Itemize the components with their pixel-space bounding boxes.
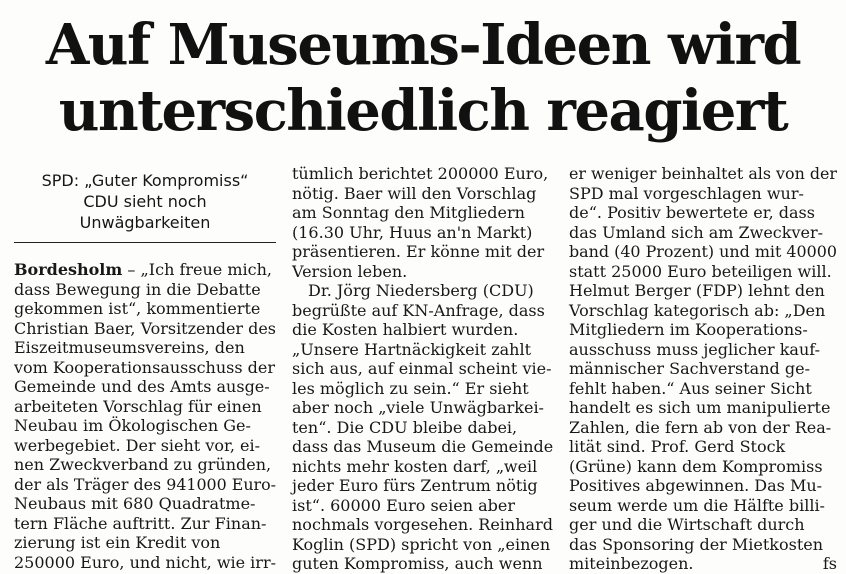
author-signature: fs xyxy=(822,554,837,573)
text-line: Version leben. xyxy=(292,261,408,281)
article-column-3 xyxy=(569,164,837,574)
subheadline-divider xyxy=(14,242,276,243)
text-line: 250000 Euro, und nicht, wie irr- xyxy=(14,552,276,572)
text-line xyxy=(14,260,276,280)
text-line: ger und die Wirtschaft durch xyxy=(569,515,805,534)
text-line: ist“. 60000 Euro seien aber xyxy=(292,495,515,515)
text-line: dass das Museum die Gemeinde xyxy=(292,437,554,456)
text-line: gekommen ist“, kommentierte xyxy=(14,299,261,318)
headline-line-1: Auf Museums-Ideen wird xyxy=(45,12,801,78)
text-line: der als Träger des 941000 Euro- xyxy=(14,474,276,494)
text-line: lität sind. Prof. Gerd Stock xyxy=(569,437,786,456)
text-line-part: – „Ich freue mich, xyxy=(127,260,272,279)
text-line: SPD mal vorgeschlagen wur- xyxy=(569,183,804,203)
text-line: Zahlen, die fern ab von der Rea- xyxy=(569,417,832,437)
text-line: dass Bewegung in die Debatte xyxy=(14,279,261,299)
text-line: Neubaus mit 680 Quadratme- xyxy=(14,494,256,513)
text-line: (Grüne) kann dem Kompromiss xyxy=(569,456,823,476)
text-line: seum werde um die Hälfte billi- xyxy=(569,495,825,515)
text-line: „Unsere Hartnäckigkeit zahlt xyxy=(292,339,532,359)
text-line: tern Fläche auftritt. Zur Finan- xyxy=(14,513,267,533)
text-line: aber noch „viele Unwägbarkei- xyxy=(292,398,544,417)
text-line: sich aus, auf einmal scheint vie- xyxy=(292,359,552,378)
text-line: nen Zweckverband zu gründen, xyxy=(14,455,272,474)
text-line: er weniger beinhaltet als von der xyxy=(569,164,837,183)
text-line: fehlt haben.“ Aus seiner Sicht xyxy=(569,378,812,398)
article-column-2 xyxy=(292,164,556,574)
text-line: am Sonntag den Mitgliedern xyxy=(292,203,525,222)
text-line: ten“. Die CDU bleibe dabei, xyxy=(292,417,518,437)
subheadline-line-3: Unwägbarkeiten xyxy=(79,213,211,232)
headline-line-2: unterschiedlich reagiert xyxy=(58,78,788,144)
text-line: vom Kooperationsausschuss der xyxy=(14,357,276,377)
text-line: nochmals vorgesehen. Reinhard xyxy=(292,515,553,534)
subheadline-line-2: CDU sieht noch xyxy=(83,192,207,211)
text-line xyxy=(569,554,837,574)
text-line: Neubau im Ökologischen Ge- xyxy=(14,416,251,435)
text-line: ausschuss muss jeglicher kauf- xyxy=(569,339,820,359)
text-line: les möglich zu sein.“ Er sieht xyxy=(292,378,529,398)
text-line: band (40 Prozent) und mit 40000 xyxy=(569,242,837,261)
dateline: Bordesholm xyxy=(14,260,123,279)
text-line: Vorschlag kategorisch ab: „Den xyxy=(569,300,826,320)
headline xyxy=(0,12,846,144)
text-line: tümlich berichtet 200000 Euro, xyxy=(292,164,549,183)
text-line: (16.30 Uhr, Huus an'n Markt) xyxy=(292,222,533,242)
text-line: das Sponsoring der Mietkosten xyxy=(569,534,824,554)
subheadline-line-1: SPD: „Guter Kompromiss“ xyxy=(41,171,249,190)
text-line: die Kosten halbiert wurden. xyxy=(292,320,519,339)
text-line: männischer Sachverstand ge- xyxy=(569,359,810,378)
text-line: jeder Euro fürs Zentrum nötig xyxy=(292,476,538,495)
text-line: das Umland sich am Zweckver- xyxy=(569,222,823,242)
text-line: handelt es sich um manipulierte xyxy=(569,398,831,417)
text-line: Positives abgewinnen. Das Mu- xyxy=(569,476,823,495)
text-line: begrüßte auf KN-Anfrage, dass xyxy=(292,300,545,320)
text-line: Dr. Jörg Niedersberg (CDU) xyxy=(308,281,534,300)
text-line: Helmut Berger (FDP) lehnt den xyxy=(569,281,825,300)
text-line: guten Kompromiss, auch wenn xyxy=(292,554,543,573)
text-line: de“. Positiv bewertete er, dass xyxy=(569,203,815,222)
text-line: statt 25000 Euro beteiligen will. xyxy=(569,261,832,281)
text-line: präsentieren. Er könne mit der xyxy=(292,242,545,261)
text-line: nötig. Baer will den Vorschlag xyxy=(292,183,537,203)
text-line-part: miteinbezogen. xyxy=(569,554,694,573)
text-line: Koglin (SPD) spricht von „einen xyxy=(292,534,551,554)
text-line: Eiszeitmuseumsvereins, den xyxy=(14,338,245,357)
text-line: arbeiteten Vorschlag für einen xyxy=(14,396,262,416)
text-line: Mitgliedern im Kooperations- xyxy=(569,320,808,339)
text-line: nichts mehr kosten darf, „weil xyxy=(292,456,538,476)
text-line: Christian Baer, Vorsitzender des xyxy=(14,318,276,338)
subheadline-box xyxy=(14,170,276,233)
text-line: Gemeinde und des Amts ausge- xyxy=(14,377,270,396)
text-line: zierung ist ein Kredit von xyxy=(14,533,221,552)
article-column-1 xyxy=(14,260,276,572)
text-line: werbegebiet. Der sieht vor, ei- xyxy=(14,435,261,455)
